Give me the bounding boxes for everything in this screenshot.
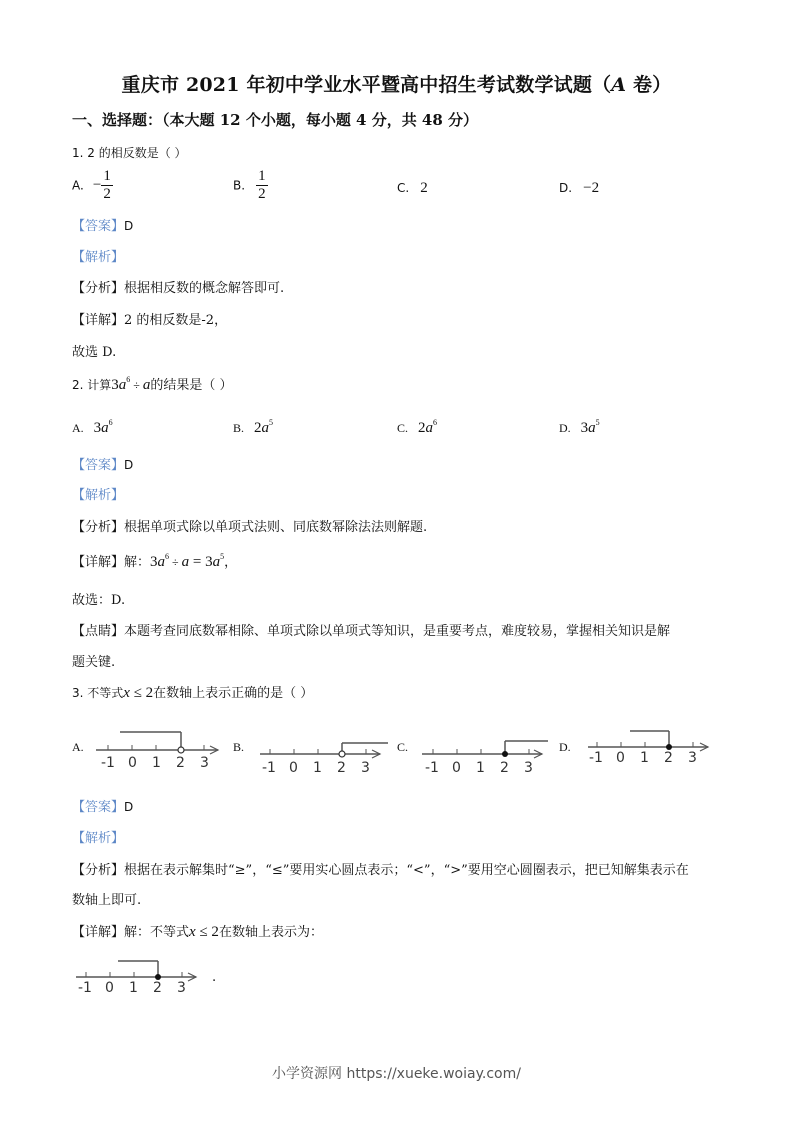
svg-text:1: 1: [476, 760, 485, 776]
fraction: [101, 168, 113, 203]
minus-sign: −: [92, 177, 102, 193]
option-letter: A.: [72, 178, 84, 193]
q2-option-c: [397, 417, 437, 437]
answer-value: D: [124, 458, 134, 472]
coef: 2: [254, 420, 262, 436]
fenxi-label: 【分析】: [72, 863, 125, 878]
q2-conclusion: 故选：D.: [72, 593, 126, 608]
fenxi-label: 【分析】: [72, 520, 125, 535]
q1-stem: 1. 2 的相反数是（ ）: [72, 146, 187, 160]
coef: 2: [418, 420, 426, 436]
numerator: 1: [258, 168, 266, 184]
coef: 3: [580, 420, 589, 436]
xiangjie-prefix: 解：不等式: [124, 925, 190, 940]
relation: ≤ 2: [129, 685, 154, 701]
q3-option-a-number-line: [94, 728, 224, 773]
q3-fenxi: [72, 859, 689, 878]
fenxi-label: 【分析】: [72, 281, 125, 296]
svg-text:0: 0: [452, 760, 461, 776]
q1-jiexi-label: 【解析】: [72, 250, 125, 265]
fenxi-text: 根据单项式除以单项式法则、同底数幂除法法则解题.: [124, 520, 428, 535]
xiangjie-prefix: 解：: [124, 555, 151, 570]
stem-suffix: 的结果是（ ）: [150, 378, 233, 393]
svg-text:2: 2: [500, 760, 509, 776]
svg-text:0: 0: [105, 980, 114, 996]
q2-option-b: [233, 417, 273, 437]
title-text: 重庆市 2021 年初中学业水平暨高中招生考试数学试题（: [121, 74, 612, 96]
svg-text:0: 0: [289, 760, 298, 776]
exp: 5: [220, 552, 225, 561]
q3-stem: [72, 682, 313, 702]
relation: ≤ 2: [195, 924, 219, 940]
svg-text:2: 2: [664, 750, 673, 766]
var: x: [189, 924, 196, 940]
svg-text:3: 3: [361, 760, 370, 776]
q3-solution-number-line: [74, 958, 217, 998]
op: ÷: [169, 555, 182, 569]
divisor: a: [142, 377, 151, 393]
exp: 6: [433, 418, 438, 427]
option-letter: B.: [233, 421, 245, 435]
option-letter: D.: [559, 421, 571, 435]
denominator: 2: [258, 186, 266, 202]
q1-option-c: [397, 177, 428, 197]
q1-option-b: [233, 168, 268, 203]
svg-text:3: 3: [200, 755, 209, 771]
svg-text:1: 1: [129, 980, 138, 996]
q3-option-d-number-line: [586, 728, 714, 768]
q2-stem: [72, 374, 233, 394]
q3-option-c-letter: C.: [397, 740, 409, 754]
q3-trailing-period: .: [212, 970, 217, 985]
numerator: 1: [103, 168, 111, 184]
footer-watermark: 小学资源网 https://xueke.woiay.com/: [272, 1066, 521, 1082]
q2-fenxi: [72, 516, 427, 535]
q2-dianjing-cont: 题关键.: [72, 655, 116, 670]
q2-answer: [72, 454, 133, 473]
answer-label: 【答案】: [72, 219, 125, 234]
stem-prefix: 2. 计算: [72, 378, 112, 392]
answer-value: D: [124, 219, 134, 233]
answer-label: 【答案】: [72, 458, 125, 473]
option-letter: A.: [72, 421, 84, 435]
q3-option-b-number-line: [258, 739, 390, 779]
coef: 3: [150, 554, 158, 570]
q1-option-d: [559, 177, 599, 197]
var: a: [157, 554, 166, 570]
section-heading: 一、选择题：（本大题 12 个小题，每小题 4 分，共 48 分）: [72, 111, 479, 129]
svg-text:2: 2: [176, 755, 185, 771]
option-expression: [254, 420, 273, 436]
option-letter: C.: [397, 181, 410, 195]
xiangjie-label: 【详解】: [72, 925, 125, 940]
option-letter: B.: [233, 178, 246, 193]
denominator: 2: [103, 186, 111, 202]
stem-suffix: 在数轴上表示正确的是（ ）: [153, 686, 314, 701]
q3-jiexi-label: 【解析】: [72, 831, 125, 846]
q3-option-a-letter: A.: [72, 740, 84, 754]
q1-option-a: [72, 168, 113, 203]
exp: 5: [595, 418, 600, 427]
option-value: −2: [583, 180, 600, 196]
xiangjie-label: 【详解】: [72, 313, 125, 328]
xiangjie-suffix: 在数轴上表示为：: [218, 925, 323, 940]
option-letter: D.: [559, 181, 573, 195]
q1-answer: [72, 215, 133, 234]
q3-xiangjie: [72, 921, 323, 941]
q3-fenxi-cont: 数轴上即可.: [72, 893, 142, 908]
svg-text:1: 1: [640, 750, 649, 766]
q2-option-a: [72, 417, 113, 437]
option-expression: [418, 420, 437, 436]
fenxi-text: 根据在表示解集时“≥”，“≤”要用实心圆点表示；“<”，“>”要用空心圆圈表示，把已知解集表示在: [124, 863, 689, 878]
var: a: [425, 420, 434, 436]
dianjing-label: 【点睛】: [72, 624, 125, 639]
q1-conclusion: 故选 D.: [72, 345, 117, 360]
q3-answer: [72, 796, 133, 815]
q2-option-d: [559, 417, 600, 437]
xiangjie-text: 2 的相反数是-2，: [124, 313, 228, 328]
title-italic: A: [611, 74, 627, 96]
option-expression: [94, 420, 113, 436]
svg-text:2: 2: [337, 760, 346, 776]
svg-text:-1: -1: [589, 750, 603, 766]
fraction: [256, 168, 268, 203]
coef: 3: [93, 420, 102, 436]
option-expression: [581, 420, 600, 436]
exp: 6: [165, 552, 170, 561]
svg-text:1: 1: [152, 755, 161, 771]
fenxi-text: 根据相反数的概念解答即可.: [124, 281, 285, 296]
answer-value: D: [124, 800, 134, 814]
svg-text:3: 3: [688, 750, 697, 766]
dianjing-text: 本题考查同底数幂相除、单项式除以单项式等知识，是重要考点，难度较易，掌握相关知识是解: [124, 624, 671, 639]
svg-text:0: 0: [616, 750, 625, 766]
svg-text:-1: -1: [78, 980, 92, 996]
option-value: 2: [420, 180, 428, 196]
stem-expression: [111, 377, 150, 393]
svg-text:3: 3: [177, 980, 186, 996]
var: a: [261, 420, 270, 436]
option-letter: C.: [397, 421, 409, 435]
xiangjie-expression: [150, 554, 224, 570]
equals: =: [189, 554, 206, 570]
q2-dianjing: [72, 620, 670, 639]
svg-text:1: 1: [313, 760, 322, 776]
q2-jiexi-label: 【解析】: [72, 488, 125, 503]
exp: 6: [126, 375, 131, 384]
coef: 3: [205, 554, 213, 570]
xiangjie-label: 【详解】: [72, 555, 125, 570]
q2-xiangjie: [72, 551, 237, 571]
svg-text:2: 2: [153, 980, 162, 996]
xiangjie-suffix: ，: [224, 555, 238, 570]
answer-label: 【答案】: [72, 800, 125, 815]
q1-xiangjie: [72, 309, 227, 328]
q3-option-c-number-line: [420, 739, 552, 779]
q1-fenxi: [72, 277, 284, 296]
exp: 6: [108, 418, 113, 427]
svg-text:-1: -1: [425, 760, 439, 776]
divisor: a: [181, 554, 190, 570]
stem-expression: [123, 685, 153, 701]
var: a: [212, 554, 221, 570]
svg-text:-1: -1: [262, 760, 276, 776]
var: a: [588, 420, 596, 436]
q3-option-b-letter: B.: [233, 740, 245, 754]
xiangjie-expression: [189, 924, 219, 940]
svg-text:-1: -1: [101, 755, 115, 771]
exp: 5: [269, 418, 274, 427]
stem-prefix: 3. 不等式: [72, 686, 124, 700]
title-tail: 卷）: [626, 74, 672, 96]
svg-text:0: 0: [128, 755, 137, 771]
var: a: [118, 377, 127, 393]
op: ÷: [130, 378, 143, 392]
page-title: [0, 70, 793, 97]
svg-text:3: 3: [524, 760, 533, 776]
coef: 3: [111, 377, 119, 393]
var: a: [101, 420, 109, 436]
var: x: [123, 685, 130, 701]
q3-option-d-letter: D.: [559, 740, 571, 754]
